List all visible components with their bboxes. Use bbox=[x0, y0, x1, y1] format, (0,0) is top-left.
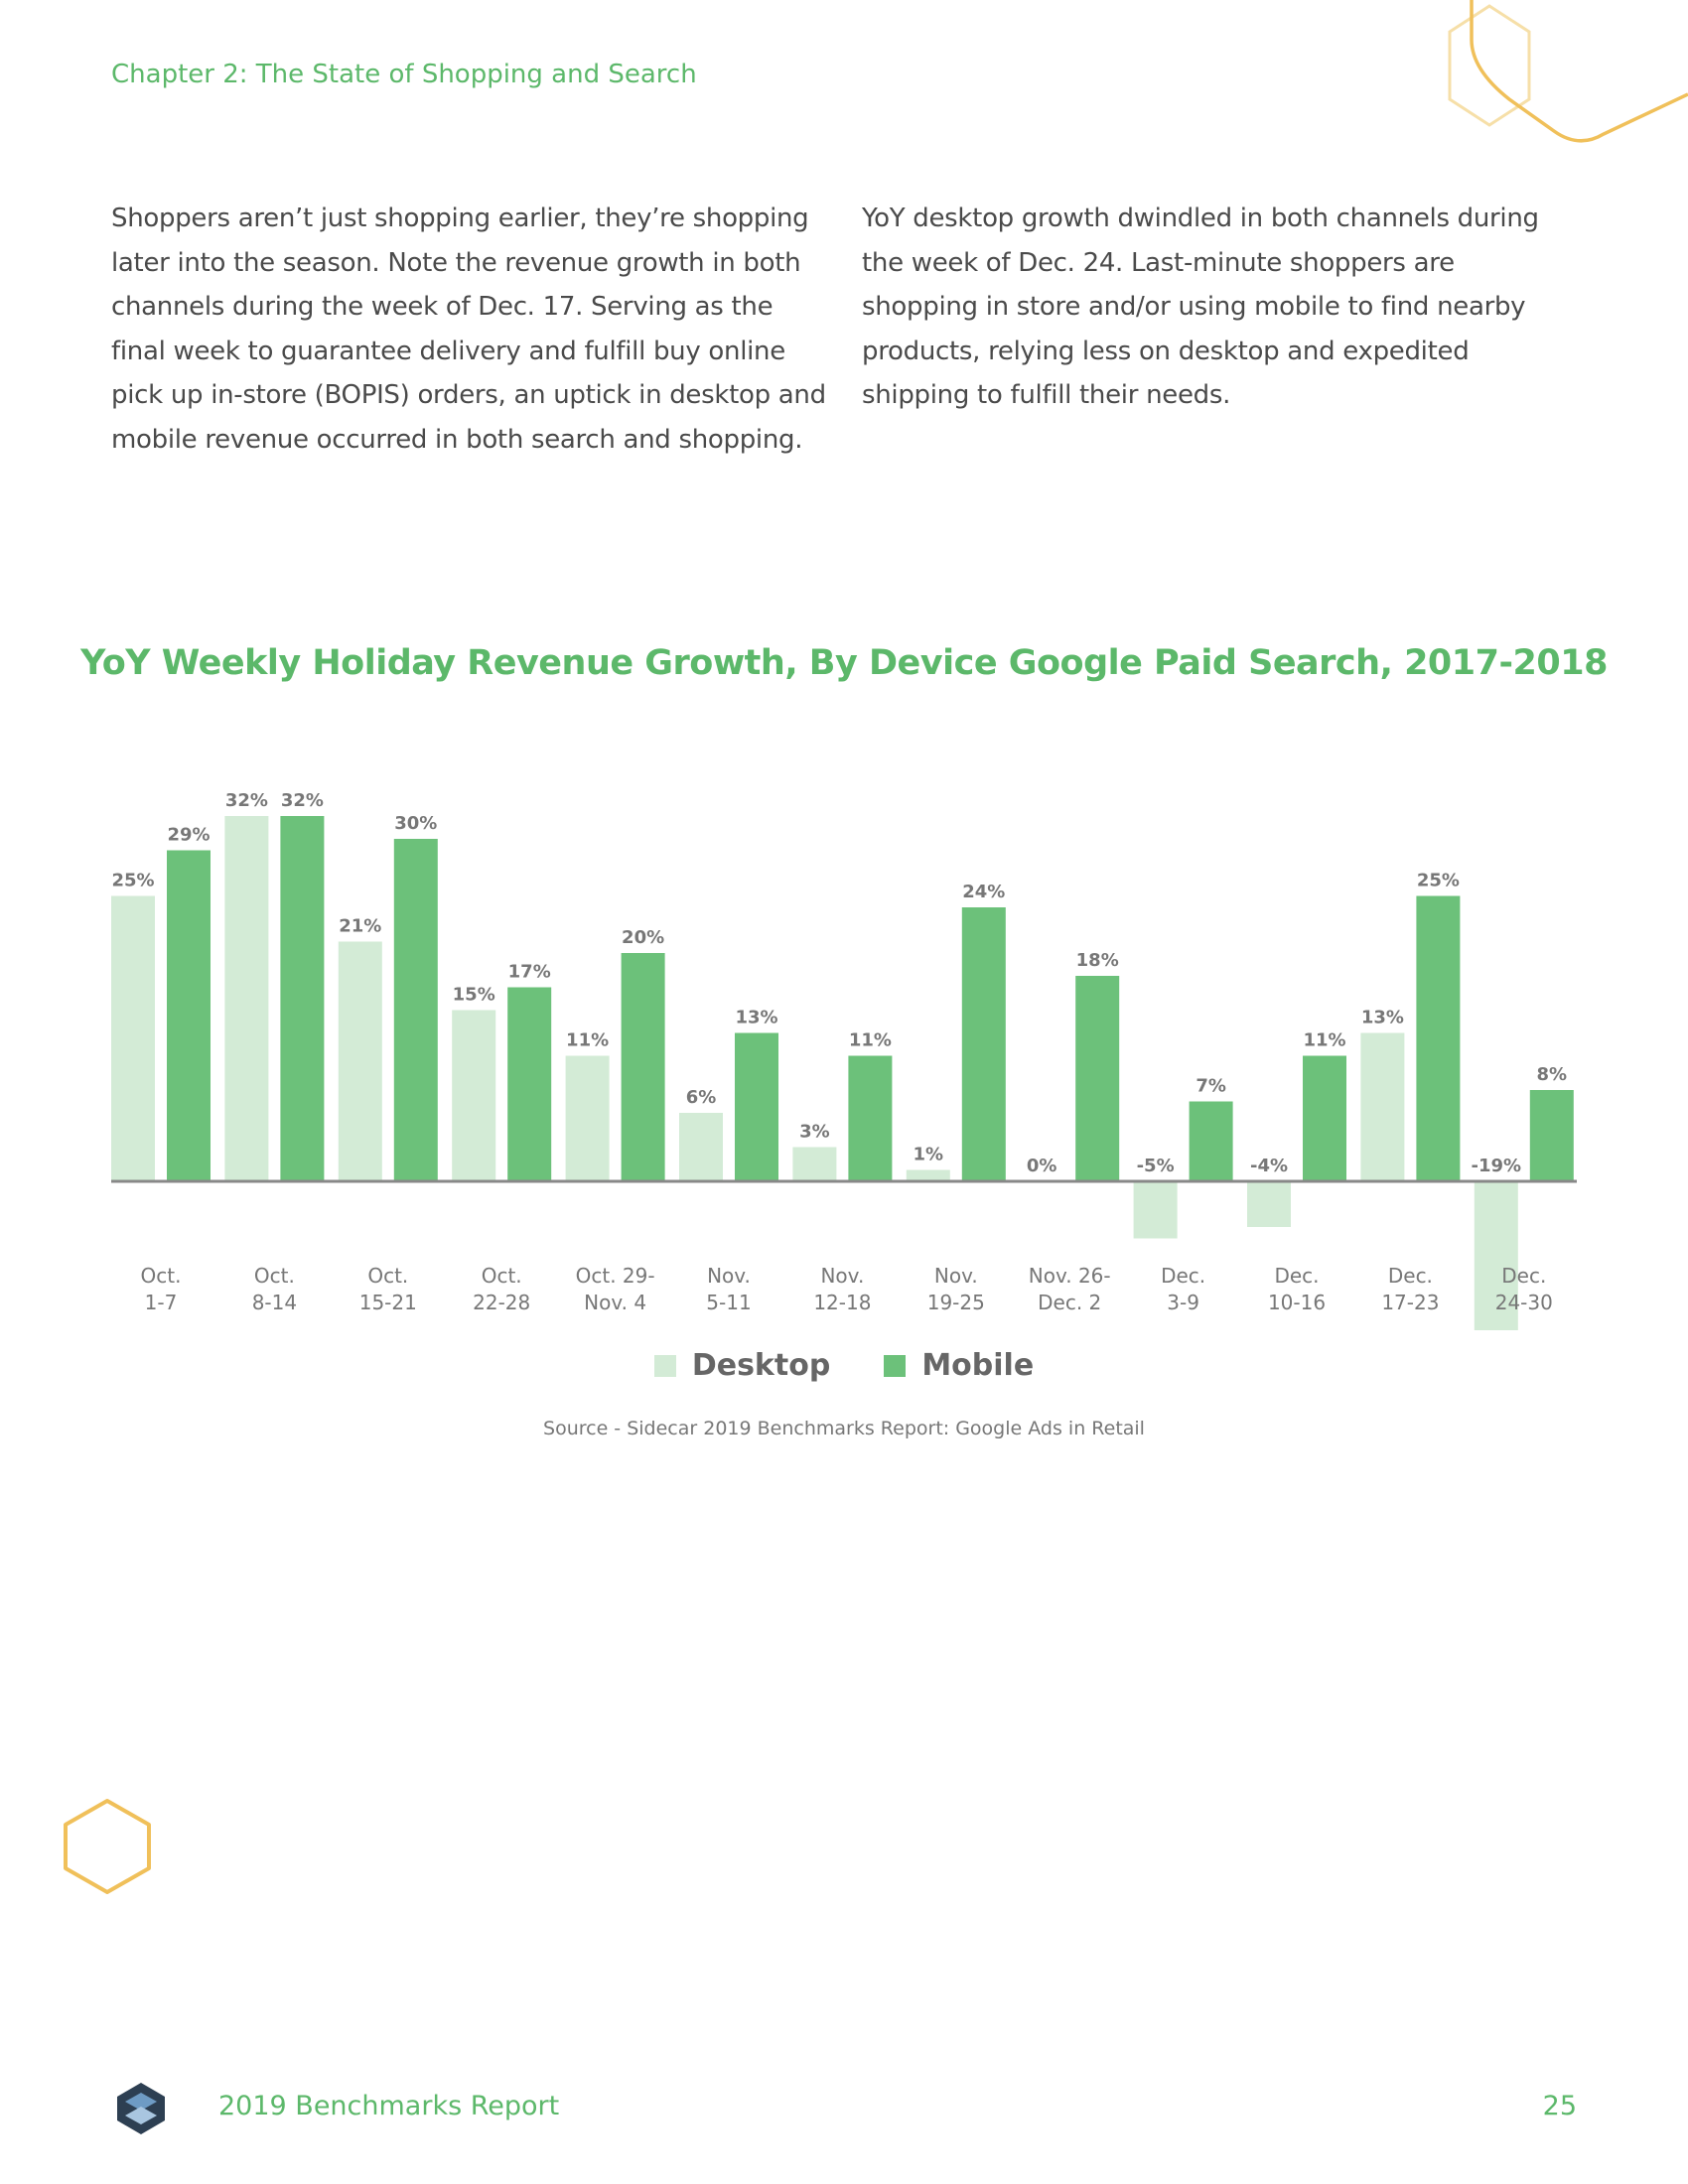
bar-mobile-8 bbox=[1075, 976, 1119, 1181]
bar-mobile-1 bbox=[280, 816, 324, 1181]
data-label-desktop-2: 21% bbox=[339, 915, 382, 937]
data-label-mobile-10: 11% bbox=[1303, 1029, 1346, 1051]
data-label-desktop-1: 32% bbox=[224, 790, 268, 811]
bar-desktop-10 bbox=[1247, 1181, 1291, 1227]
x-tick-label-6-1: 12-18 bbox=[813, 1291, 872, 1314]
x-tick-label-12-0: Dec. bbox=[1501, 1264, 1547, 1288]
bar-chart bbox=[0, 754, 1688, 1330]
bar-desktop-4 bbox=[566, 1056, 610, 1182]
bar-desktop-3 bbox=[452, 1011, 495, 1182]
x-tick-label-3-0: Oct. bbox=[481, 1264, 522, 1288]
hexagon-outline-icon bbox=[60, 1797, 155, 1896]
data-label-mobile-6: 11% bbox=[848, 1029, 892, 1051]
chapter-heading: Chapter 2: The State of Shopping and Search bbox=[111, 60, 697, 89]
data-label-desktop-5: 6% bbox=[685, 1087, 717, 1108]
x-tick-label-10-1: 10-16 bbox=[1267, 1291, 1327, 1314]
x-tick-label-8-1: Dec. 2 bbox=[1038, 1291, 1102, 1314]
bar-desktop-9 bbox=[1134, 1181, 1178, 1239]
x-tick-label-5-0: Nov. bbox=[707, 1264, 751, 1288]
bar-mobile-10 bbox=[1303, 1056, 1346, 1182]
data-label-desktop-6: 3% bbox=[799, 1121, 830, 1143]
data-label-desktop-8: 0% bbox=[1026, 1156, 1057, 1176]
bar-desktop-2 bbox=[339, 942, 382, 1182]
bar-mobile-4 bbox=[622, 953, 665, 1181]
bar-mobile-7 bbox=[962, 907, 1006, 1181]
bar-mobile-5 bbox=[735, 1033, 778, 1182]
data-label-mobile-9: 7% bbox=[1196, 1075, 1226, 1097]
data-label-desktop-7: 1% bbox=[913, 1144, 944, 1165]
data-label-mobile-7: 24% bbox=[962, 882, 1006, 902]
legend-label-mobile: Mobile bbox=[921, 1348, 1035, 1383]
bar-desktop-6 bbox=[792, 1148, 836, 1182]
x-tick-label-6-0: Nov. bbox=[820, 1264, 865, 1288]
data-label-mobile-3: 17% bbox=[507, 961, 551, 983]
data-label-desktop-10: -4% bbox=[1249, 1156, 1289, 1176]
data-label-mobile-4: 20% bbox=[622, 927, 665, 948]
x-tick-label-1-1: 8-14 bbox=[251, 1291, 298, 1314]
data-label-desktop-3: 15% bbox=[452, 984, 495, 1006]
page-number: 25 bbox=[1542, 2091, 1577, 2121]
x-tick-label-4-0: Oct. 29- bbox=[575, 1264, 655, 1288]
data-label-desktop-9: -5% bbox=[1136, 1156, 1175, 1176]
bar-mobile-9 bbox=[1190, 1102, 1233, 1182]
data-label-mobile-1: 32% bbox=[280, 790, 324, 811]
bar-desktop-1 bbox=[224, 816, 268, 1181]
bar-desktop-7 bbox=[907, 1170, 950, 1182]
bar-mobile-3 bbox=[507, 988, 551, 1182]
bar-mobile-0 bbox=[167, 851, 211, 1182]
data-label-mobile-2: 30% bbox=[394, 813, 438, 834]
legend-swatch-desktop bbox=[654, 1355, 676, 1377]
bar-mobile-6 bbox=[848, 1056, 892, 1182]
x-tick-label-8-0: Nov. 26- bbox=[1028, 1264, 1111, 1288]
data-label-mobile-8: 18% bbox=[1075, 950, 1119, 971]
x-tick-label-7-0: Nov. bbox=[933, 1264, 978, 1288]
x-tick-label-3-1: 22-28 bbox=[473, 1291, 531, 1314]
bar-mobile-11 bbox=[1416, 896, 1460, 1182]
data-label-desktop-11: 13% bbox=[1360, 1007, 1404, 1028]
legend-item-mobile bbox=[884, 1348, 1034, 1383]
bar-desktop-11 bbox=[1360, 1033, 1404, 1182]
x-tick-label-11-0: Dec. bbox=[1387, 1264, 1433, 1288]
data-label-desktop-4: 11% bbox=[566, 1029, 610, 1051]
chart-legend bbox=[0, 1348, 1688, 1383]
right-paragraph: YoY desktop growth dwindled in both channels during the week of Dec. 24. Last-minute shoppers are shopping in store and/or using mobile to find nearby products, relying less on desktop and expedited shipping to fulfill their needs. bbox=[862, 204, 1539, 410]
x-tick-label-4-1: Nov. 4 bbox=[584, 1291, 647, 1314]
bar-desktop-5 bbox=[679, 1113, 723, 1181]
x-tick-label-9-0: Dec. bbox=[1161, 1264, 1206, 1288]
data-label-desktop-0: 25% bbox=[111, 870, 155, 891]
x-tick-label-9-1: 3-9 bbox=[1167, 1291, 1199, 1314]
chart-source: Source - Sidecar 2019 Benchmarks Report: Google Ads in Retail bbox=[543, 1418, 1145, 1439]
x-tick-label-0-1: 1-7 bbox=[144, 1291, 178, 1314]
x-tick-label-0-0: Oct. bbox=[140, 1264, 182, 1288]
data-label-mobile-12: 8% bbox=[1536, 1064, 1568, 1085]
x-tick-label-10-0: Dec. bbox=[1274, 1264, 1320, 1288]
data-label-mobile-0: 29% bbox=[167, 824, 211, 846]
x-tick-label-11-1: 17-23 bbox=[1381, 1291, 1440, 1314]
bar-desktop-0 bbox=[111, 896, 155, 1182]
data-label-mobile-11: 25% bbox=[1416, 870, 1460, 891]
left-paragraph: Shoppers aren’t just shopping earlier, they’re shopping later into the season. Note the revenue growth in both channels during the week of Dec. 17. Serving as the final week to guarantee delivery and fulfill buy online pick up in-store (BOPIS) orders, an uptick in desktop and mobile revenue occurred in both search and shopping. bbox=[111, 204, 826, 455]
bar-mobile-2 bbox=[394, 839, 438, 1181]
legend-item-desktop bbox=[654, 1348, 830, 1383]
x-tick-label-7-1: 19-25 bbox=[926, 1291, 985, 1314]
legend-swatch-mobile bbox=[884, 1355, 906, 1377]
data-label-mobile-5: 13% bbox=[735, 1007, 778, 1028]
x-tick-label-2-1: 15-21 bbox=[358, 1291, 417, 1314]
x-tick-label-2-0: Oct. bbox=[367, 1264, 409, 1288]
data-label-desktop-12: -19% bbox=[1471, 1156, 1522, 1176]
x-tick-label-5-1: 5-11 bbox=[706, 1291, 752, 1314]
hexagon-decoration-icon bbox=[1380, 0, 1688, 159]
footer-report-title: 2019 Benchmarks Report bbox=[218, 2091, 560, 2121]
legend-label-desktop: Desktop bbox=[691, 1348, 831, 1383]
bar-mobile-12 bbox=[1530, 1090, 1574, 1181]
chart-title: YoY Weekly Holiday Revenue Growth, By Device Google Paid Search, 2017-2018 bbox=[80, 643, 1608, 683]
sidecar-logo-icon bbox=[111, 2079, 171, 2138]
x-tick-label-12-1: 24-30 bbox=[1494, 1291, 1553, 1314]
x-tick-label-1-0: Oct. bbox=[253, 1264, 295, 1288]
